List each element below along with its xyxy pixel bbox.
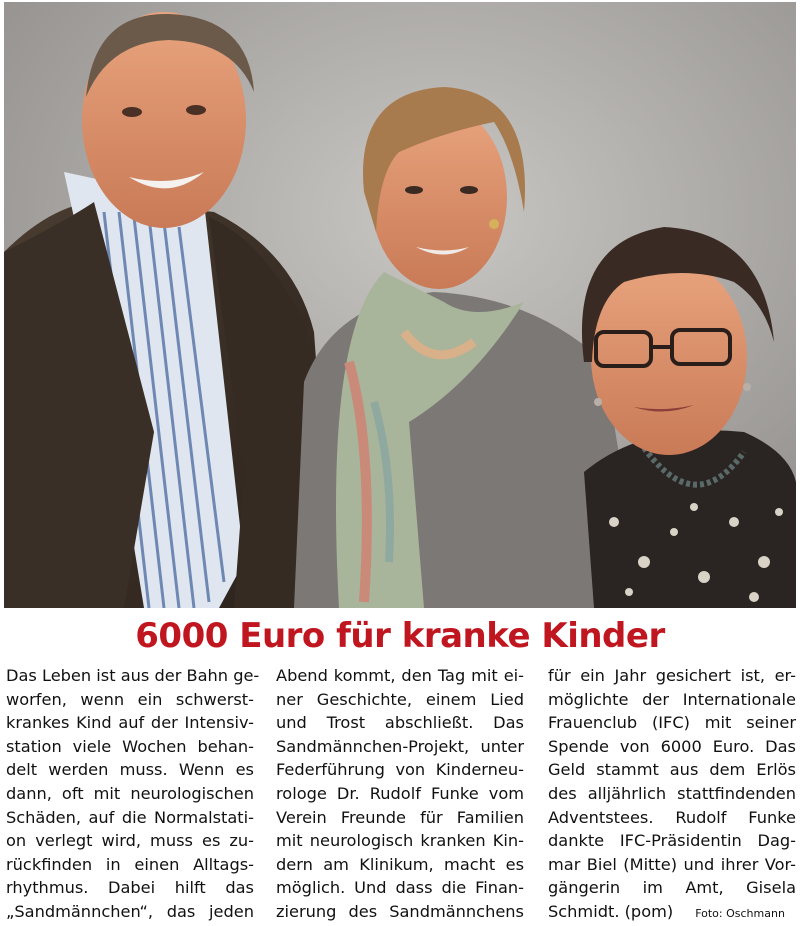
body-line: rückfinden in einen Alltags-: [6, 854, 254, 874]
body-line: zierung des Sandmännchens: [276, 901, 524, 921]
body-line: on verlegt wird, muss es zu-: [6, 831, 254, 851]
body-line: Schäden, auf die Normalstati-: [6, 807, 254, 827]
body-line: dankte IFC-Präsidentin Dag-: [548, 831, 796, 851]
body-line: ner Geschichte, einem Lied: [276, 689, 524, 709]
body-line: Adventstees. Rudolf Funke: [548, 807, 796, 827]
article-photo: [4, 2, 796, 608]
body-line: Frauenclub (IFC) mit seiner: [548, 713, 796, 733]
headline: 6000 Euro für kranke Kinder: [135, 616, 665, 656]
body-line-text: Schmidt. (pom): [548, 901, 674, 921]
body-line: rhythmus. Dabei hilft das: [6, 878, 254, 898]
body-line: worfen, wenn ein schwerst-: [6, 689, 254, 709]
body-line: Federführung von Kinderneu-: [276, 760, 524, 780]
body-line: gängerin im Amt, Gisela: [548, 878, 796, 898]
article-column-1: [6, 664, 260, 924]
body-line: möglichte der Internationale: [548, 689, 796, 709]
body-line: Geld stammt aus dem Erlös: [548, 760, 796, 780]
body-line: Sandmännchen-Projekt, unter: [276, 736, 524, 756]
body-line: rologe Dr. Rudolf Funke vom: [276, 783, 524, 803]
body-line: Spende von 6000 Euro. Das: [548, 736, 796, 756]
body-line: „Sandmännchen“, das jeden: [6, 901, 254, 921]
body-line: Verein Freunde für Familien: [276, 807, 524, 827]
article-body: [6, 664, 796, 921]
body-line: möglich. Und dass die Finan-: [276, 878, 524, 898]
body-line: Das Leben ist aus der Bahn ge-: [6, 666, 260, 685]
body-line: krankes Kind auf der Intensiv-: [6, 713, 254, 733]
article-column-3: [548, 664, 796, 926]
body-line: delt werden muss. Wenn es: [6, 760, 254, 780]
body-line: und Trost abschließt. Das: [276, 713, 524, 733]
body-line-last: [548, 900, 796, 926]
body-line: Abend kommt, den Tag mit ei-: [276, 666, 524, 685]
article-column-2: [276, 664, 524, 924]
body-line: station viele Wochen behan-: [6, 736, 254, 756]
body-line: für ein Jahr gesichert ist, er-: [548, 666, 796, 685]
body-line: des alljährlich stattfindenden: [548, 783, 796, 803]
photo-credit: Foto: Oschmann: [695, 906, 785, 920]
body-line: dern am Klinikum, macht es: [276, 854, 524, 874]
body-line: mit neurologisch kranken Kin-: [276, 831, 524, 851]
body-line: dann, oft mit neurologischen: [6, 783, 254, 803]
photo-three-people: [4, 2, 796, 608]
body-line: mar Biel (Mitte) und ihrer Vor-: [548, 854, 796, 874]
